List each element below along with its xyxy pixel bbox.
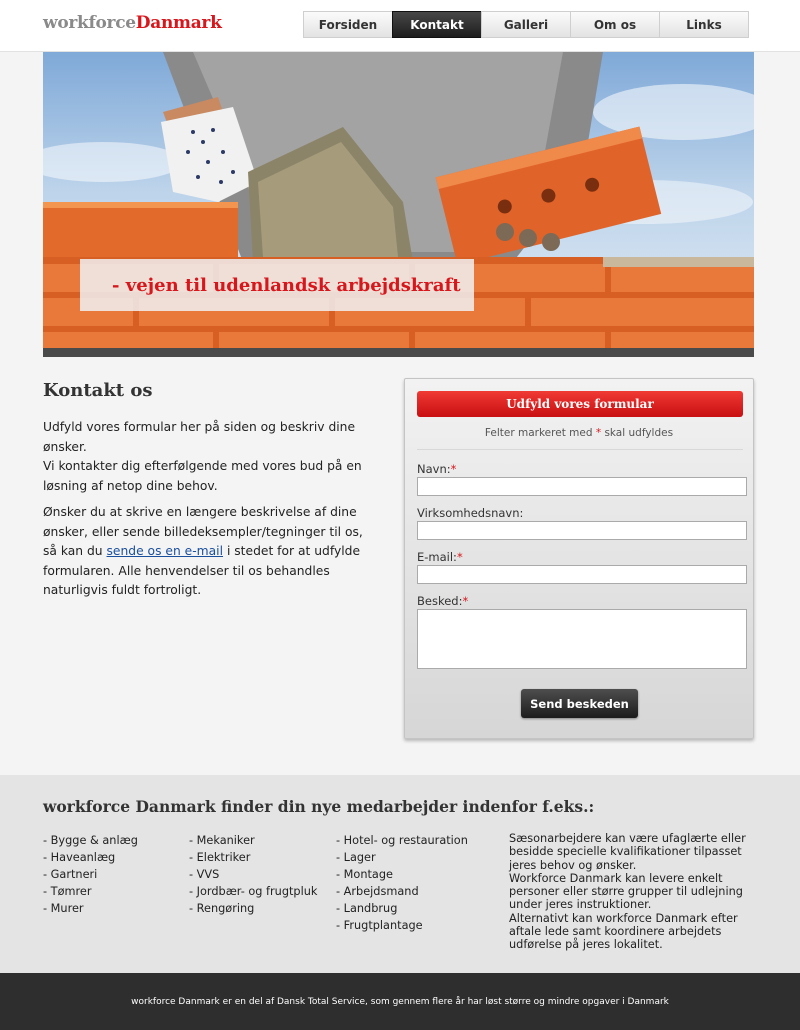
email-link[interactable]: sende os en e-mail: [106, 544, 224, 558]
list-item: - Tømrer: [43, 885, 92, 898]
footer-text: workforce Danmark er en del af Dansk Total Service, som gennem flere år har løst større og mindre opgaver i Danmark: [131, 996, 669, 1007]
company-label-text: Virksomhedsnavn:: [417, 506, 524, 520]
services-title: workforce Danmark finder din nye medarbejder indenfor f.eks.:: [43, 797, 595, 816]
note-text-start: Felter markeret med: [484, 427, 593, 439]
list-item: - Haveanlæg: [43, 851, 116, 864]
description-line-3: Alternativt kan workforce Danmark efter aftale lede samt koordinere arbejdets udførelse på jeres lokalitet.: [509, 911, 738, 952]
name-field[interactable]: [417, 477, 747, 496]
form-divider: [417, 449, 743, 450]
page-title: Kontakt os: [43, 380, 153, 401]
email-label-text: E-mail:: [417, 550, 457, 564]
contact-paragraph-1b: Vi kontakter dig efterfølgende med vores bud på en løsning af netop dine behov.: [43, 459, 362, 493]
send-button[interactable]: Send beskeden: [521, 689, 638, 718]
list-item: - Frugtplantage: [336, 919, 423, 932]
company-label: [417, 506, 523, 520]
name-label: [417, 462, 456, 476]
description-line-1: Sæsonarbejdere kan være ufaglærte eller besidde specielle kvalifikationer tilpasset jeres behov og ønsker.: [509, 832, 746, 872]
message-label: [417, 594, 468, 608]
list-item: - Hotel- og restauration: [336, 834, 468, 847]
site-header: [0, 0, 800, 52]
contact-paragraph-2: Ønsker du at skrive en længere beskrivelse af dine ønsker, eller sende billedeksempler/tegninger til os, så kan du: [43, 505, 363, 558]
message-required-star: *: [462, 594, 469, 608]
nav-item-kontakt[interactable]: Kontakt: [392, 11, 482, 38]
list-item: - Lager: [336, 851, 376, 864]
nav-item-galleri[interactable]: Galleri: [481, 11, 571, 38]
name-required-star: *: [450, 462, 457, 476]
description-line-2: Workforce Danmark kan levere enkelt personer eller større grupper til udlejning under jeres instruktioner.: [509, 871, 743, 912]
company-field[interactable]: [417, 521, 747, 540]
services-description: [509, 832, 754, 952]
list-item: - Murer: [43, 902, 84, 915]
required-star: *: [595, 427, 602, 439]
email-field[interactable]: [417, 565, 747, 584]
form-header: Udfyld vores formular: [417, 391, 743, 417]
contact-paragraph-1: Udfyld vores formular her på siden og beskriv dine ønsker.: [43, 420, 356, 454]
message-textarea[interactable]: [417, 609, 747, 669]
list-item: - Rengøring: [189, 902, 255, 915]
list-item: - Mekaniker: [189, 834, 255, 847]
nav-item-links[interactable]: Links: [659, 11, 749, 38]
main-nav: [303, 11, 748, 38]
services-list-2: [189, 832, 317, 917]
list-item: - Landbrug: [336, 902, 398, 915]
services-list-3: [336, 832, 468, 934]
site-logo[interactable]: [43, 13, 222, 33]
hero-bottom-bar: [43, 348, 754, 357]
list-item: - Bygge & anlæg: [43, 834, 138, 847]
site-footer: [0, 973, 800, 1030]
list-item: - Elektriker: [189, 851, 251, 864]
email-label: [417, 550, 463, 564]
contact-form: [404, 378, 754, 739]
name-label-text: Navn:: [417, 462, 451, 476]
nav-item-om-os[interactable]: Om os: [570, 11, 660, 38]
list-item: - Montage: [336, 868, 393, 881]
services-list-1: [43, 832, 138, 917]
hero-banner: [43, 52, 754, 357]
contact-paragraph-2-last: Alle henvendelser til os behandles naturligvis fuldt fortroligt.: [43, 563, 330, 597]
contact-description: [43, 418, 373, 608]
required-fields-note: [405, 427, 753, 439]
hero-image: [43, 52, 754, 357]
hero-tagline: - vejen til udenlandsk arbejdskraft: [112, 274, 461, 296]
logo-text-danmark: Danmark: [135, 13, 222, 33]
message-label-text: Besked:: [417, 594, 463, 608]
email-required-star: *: [456, 550, 463, 564]
list-item: - VVS: [189, 868, 220, 881]
list-item: - Arbejdsmand: [336, 885, 419, 898]
contact-paragraph-2-end: i stedet for at udfylde formularen.: [43, 544, 361, 578]
note-text-end: skal udfyldes: [604, 427, 674, 439]
services-section: [0, 775, 800, 973]
nav-item-forsiden[interactable]: Forsiden: [303, 11, 393, 38]
list-item: - Gartneri: [43, 868, 98, 881]
tagline-box: [80, 259, 474, 311]
logo-text-workforce: workforce: [43, 13, 136, 33]
list-item: - Jordbær- og frugtpluk: [189, 885, 318, 898]
